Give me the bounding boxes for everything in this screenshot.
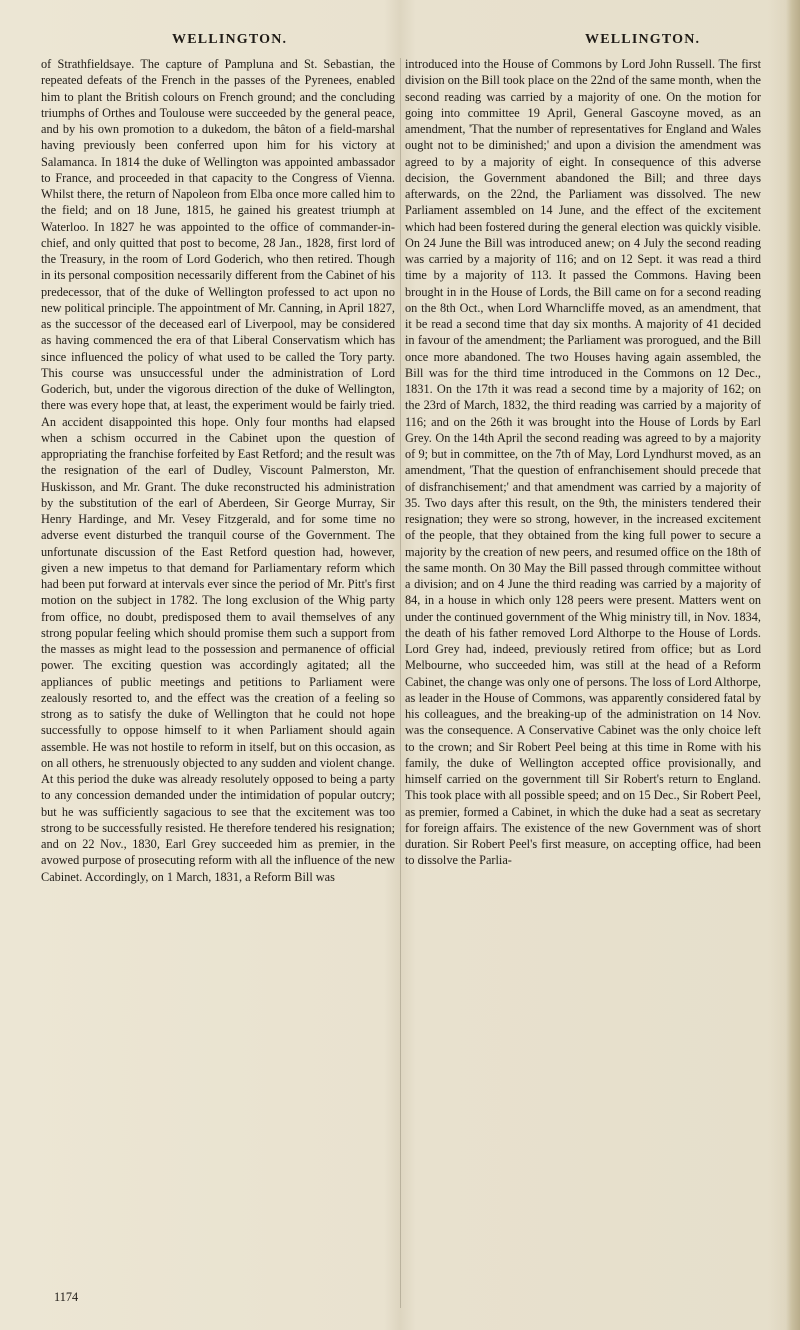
text-column-left xyxy=(41,56,395,885)
column-divider xyxy=(400,58,401,1308)
column-right-text: introduced into the House of Commons by Lord John Russell. The first division on the Bill took place on the 22nd of the same month, when the second reading was carried by a majority of one. On the motion for going into committee 19 April, General Gascoyne moved, as an amendment, 'That the number of representatives for England and Wales ought not to be diminished;' and upon a division the amendment was agreed to by a majority of eight. In consequence of this adverse decision, the Government abandoned the Bill; and three days afterwards, on the 22nd, the Parliament was dissolved. The new Parliament assembled on 14 June, and the effect of the excitement which had been fostered during the general election was quickly visible. On 24 June the Bill was introduced anew; on 4 July the second reading was carried by a majority of 116; and on 12 Sept. it was read a third time by a majority of 113. It passed the Commons. Having been brought in in the House of Lords, the Bill came on for a second reading on the 8th Oct., when Lord Wharncliffe moved, as an amendment, that it be read a second time that day six months. A majority of 41 decided in favour of the amendment; the Parliament was prorogued, and the Bill once more abandoned. The two Houses having again assembled, the Bill was for the third time introduced in the Commons on 12 Dec., 1831. On the 17th it was read a second time by a majority of 162; on the 23rd of March, 1832, the third reading was carried by a majority of 116; and on the 26th it was brought into the House of Lords by Earl Grey. On the 14th April the second reading was agreed to by a majority of 9; but in committee, on the 7th of May, Lord Lyndhurst moved, as an amendment, 'That the question of enfranchisement should precede that of disfranchisement;' and that amendment was carried by a majority of 35. Two days after this result, on the 9th, the ministers tendered their resignation; they were so strong, however, in the increased excitement of the people, that they obtained from the king full power to secure a majority by the creation of new peers, and resumed office on the 18th of the same month. On 30 May the Bill passed through committee without a division; and on 4 June the third reading was carried by a majority of 84, in a house in which only 128 peers were present. Matters went on under the continued government of the Whig ministry till, in Nov. 1834, the death of his father removed Lord Althorpe to the House of Lords. Lord Grey had, indeed, previously retired from office; but as Lord Melbourne, who succeeded him, was still at the head of a Reform Cabinet, the change was only one of persons. The loss of Lord Althorpe, as leader in the House of Commons, was apparently considered fatal by his colleagues, and the breaking-up of the administration on 14 Nov. was the consequence. A Conservative Cabinet was the only choice left to the crown; and Sir Robert Peel being at this time in Rome with his family, the duke of Wellington accepted office provisionally, and himself carried on the government till Sir Robert's return to England. This took place with all possible speed; and on 15 Dec., Sir Robert Peel, as premier, formed a Cabinet, in which the duke had a seat as secretary for foreign affairs. The existence of the new Government was of short duration. Sir Robert Peel's first measure, on accepting office, had been to dissolve the Parlia- xyxy=(405,57,761,868)
page-number: 1174 xyxy=(54,1290,79,1304)
page-edge-shadow xyxy=(786,0,800,1330)
text-column-right xyxy=(405,56,761,869)
running-header-right: WELLINGTON. xyxy=(585,32,701,47)
running-header-left: WELLINGTON. xyxy=(172,32,288,47)
column-left-text: of Strathfieldsaye. The capture of Pampluna and St. Sebastian, the repeated defeats of the French in the passes of the Pyrenees, enabled him to plant the British colours on French ground; and the concluding triumphs of Orthes and Toulouse were succeeded by the general peace, and by his own promotion to a dukedom, the bâton of a field-marshal having previously been conferred upon him for his victory at Salamanca. In 1814 the duke of Wellington was appointed ambassador to France, and proceeded in that capacity to the Congress of Vienna. Whilst there, the return of Napoleon from Elba once more called him to the field; and on 18 June, 1815, he gained his greatest triumph at Waterloo. In 1827 he was appointed to the office of commander-in-chief, and only quitted that post to become, 28 Jan., 1828, first lord of the Treasury, in the room of Lord Goderich, who then retired. Though in its personal composition necessarily different from the Cabinet of his predecessor, that of the duke of Wellington professed to act upon no new political principle. The appointment of Mr. Canning, in April 1827, as the successor of the deceased earl of Liverpool, may be considered as having commenced the era of that Liberal Conservatism which has since influenced the policy of what used to be called the Tory party. This course was unsuccessful under the administration of Lord Goderich, but, under the vigorous direction of the duke of Wellington, there was every hope that, at least, the experiment would be fairly tried. An accident disappointed this hope. Only four months had elapsed when a schism occurred in the Cabinet upon the question of appropriating the franchise forfeited by East Retford; and the result was the resignation of the earl of Dudley, Viscount Palmerston, Mr. Huskisson, and Mr. Grant. The duke reconstructed his administration by the substitution of the earl of Aberdeen, Sir George Murray, Sir Henry Hardinge, and Mr. Vesey Fitzgerald, and for some time no adverse event disturbed the tranquil course of the Government. The unfortunate discussion of the East Retford question had, however, given a new impetus to that demand for Parliamentary reform which had been put forward at intervals ever since the period of Mr. Pitt's first motion on the subject in 1782. The long exclusion of the Whig party from office, no doubt, predisposed them to avail themselves of any strong popular feeling which should promise them such a support from the masses as might lead to the possession and permanence of official power. The exciting question was accordingly agitated; all the appliances of public meetings and petitions to Parliament were zealously resorted to, and the effect was the creation of a feeling so strong as to satisfy the duke of Wellington that he could not hope successfully to oppose himself to it when Parliament should again assemble. He was not hostile to reform in itself, but on this occasion, as on all others, he strenuously objected to any sudden and violent change. At this period the duke was already resolutely opposed to being a party to any concession demanded under the intimidation of popular outcry; but he was sufficiently sagacious to see that the excitement was too strong to be successfully resisted. He therefore tendered his resignation; and on 22 Nov., 1830, Earl Grey succeeded him as premier, in the avowed purpose of prosecuting reform with all the influence of the new Cabinet. Accordingly, on 1 March, 1831, a Reform Bill was xyxy=(41,57,395,884)
